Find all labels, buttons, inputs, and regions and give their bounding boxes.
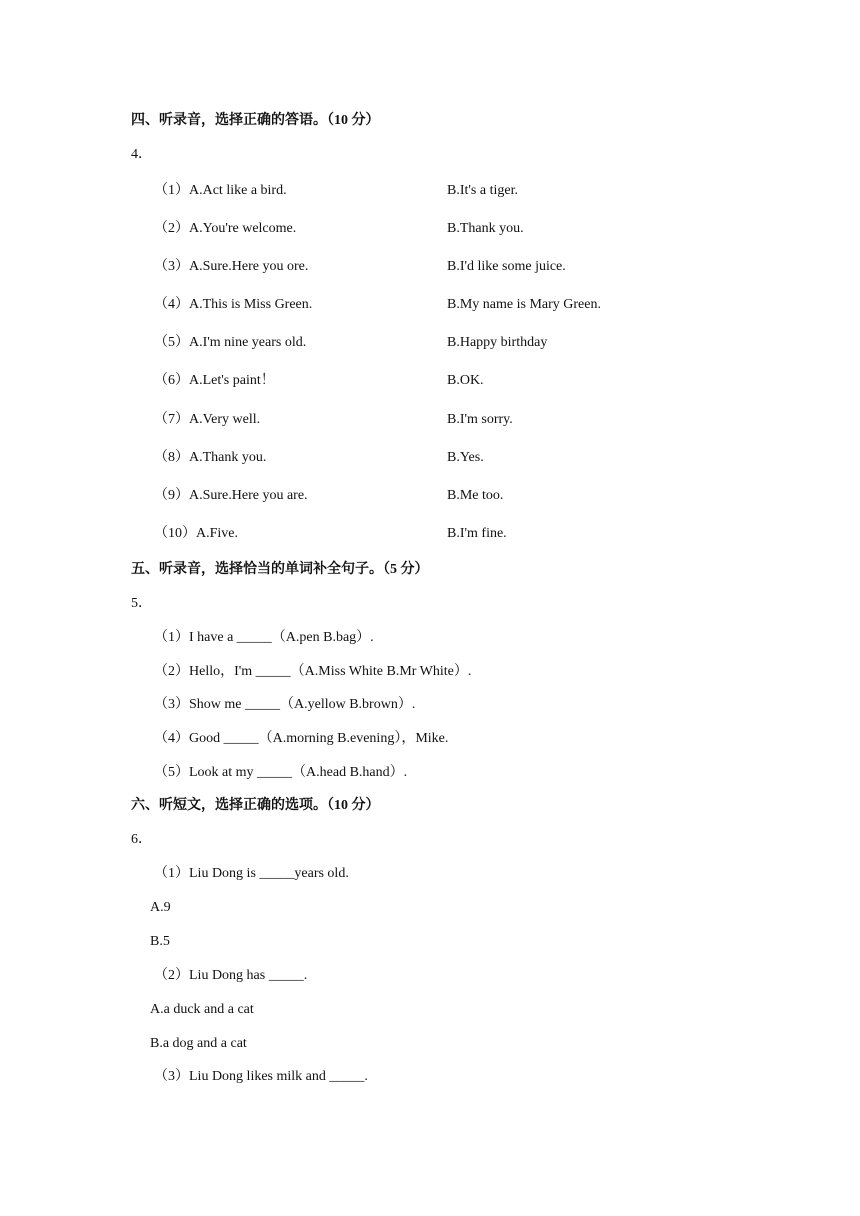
option-b-5: B.Happy birthday bbox=[447, 335, 548, 350]
fill-blank-item-2: （2）Hello，I'm _____（A.Miss White B.Mr White）. bbox=[154, 664, 472, 679]
fill-blank-item-1: （1）I have a _____（A.pen B.bag）. bbox=[154, 630, 374, 645]
question-2-option-b: B.a dog and a cat bbox=[150, 1036, 247, 1051]
option-a-4: （4）A.This is Miss Green. bbox=[154, 297, 313, 312]
option-a-9: （9）A.Sure.Here you are. bbox=[154, 488, 308, 503]
option-a-7: （7）A.Very well. bbox=[154, 412, 261, 427]
option-a-1: （1）A.Act like a bird. bbox=[154, 183, 287, 198]
question-2: （2）Liu Dong has _____. bbox=[154, 968, 308, 983]
option-a-6: （6）A.Let's paint！ bbox=[154, 373, 275, 388]
option-a-2: （2）A.You're welcome. bbox=[154, 221, 297, 236]
fill-blank-item-4: （4）Good _____（A.morning B.evening），Mike. bbox=[154, 731, 449, 746]
option-b-1: B.It's a tiger. bbox=[447, 183, 518, 198]
question-number-6: 6． bbox=[131, 832, 152, 847]
option-b-9: B.Me too. bbox=[447, 488, 504, 503]
fill-blank-item-3: （3）Show me _____（A.yellow B.brown）. bbox=[154, 697, 416, 712]
section-heading-5: 五、听录音，选择恰当的单词补全句子。（5 分） bbox=[131, 562, 429, 577]
section-heading-4: 四、听录音，选择正确的答语。（10 分） bbox=[131, 113, 380, 128]
question-1: （1）Liu Dong is _____years old. bbox=[154, 866, 349, 881]
option-b-7: B.I'm sorry. bbox=[447, 412, 513, 427]
option-a-10: （10）A.Five. bbox=[154, 526, 238, 541]
option-b-3: B.I'd like some juice. bbox=[447, 259, 566, 274]
option-a-8: （8）A.Thank you. bbox=[154, 450, 267, 465]
option-a-3: （3）A.Sure.Here you ore. bbox=[154, 259, 309, 274]
option-b-2: B.Thank you. bbox=[447, 221, 524, 236]
option-b-10: B.I'm fine. bbox=[447, 526, 507, 541]
question-1-option-b: B.5 bbox=[150, 934, 170, 949]
section-heading-6: 六、听短文，选择正确的选项。（10 分） bbox=[131, 798, 380, 813]
option-a-5: （5）A.I'm nine years old. bbox=[154, 335, 307, 350]
question-2-option-a: A.a duck and a cat bbox=[150, 1002, 254, 1017]
question-number-5: 5． bbox=[131, 596, 152, 611]
option-b-8: B.Yes. bbox=[447, 450, 484, 465]
option-b-6: B.OK. bbox=[447, 373, 484, 388]
question-1-option-a: A.9 bbox=[150, 900, 171, 915]
question-number-4: 4． bbox=[131, 147, 152, 162]
fill-blank-item-5: （5）Look at my _____（A.head B.hand）. bbox=[154, 765, 408, 780]
option-b-4: B.My name is Mary Green. bbox=[447, 297, 601, 312]
question-3: （3）Liu Dong likes milk and _____. bbox=[154, 1069, 368, 1084]
